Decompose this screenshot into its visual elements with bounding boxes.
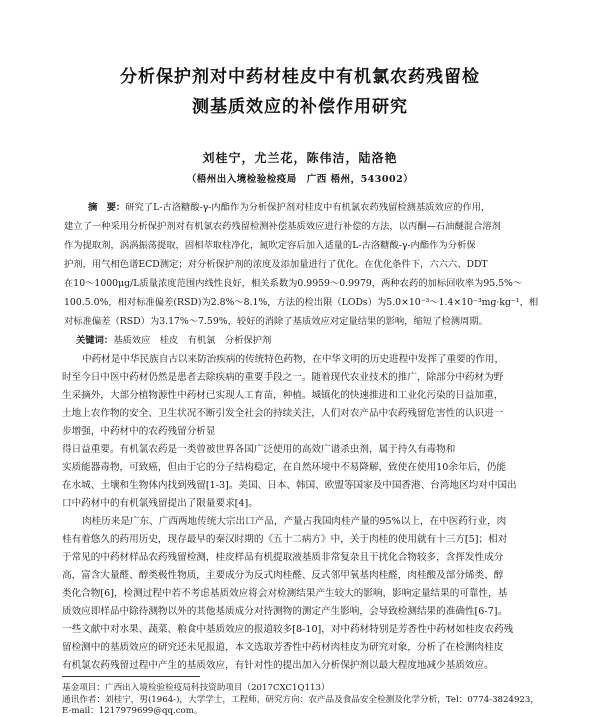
- body-line: 在水城、土壤和生物体内找到残留[1-3]。美国、日本、韩国、欧盟等国家及中国香港、台湾地区均对中国出: [62, 480, 517, 491]
- keywords-label: 关键词：: [76, 335, 114, 346]
- corresponding-author-footnote: 通讯作者：刘桂宁，男(1964-)，大学学士，工程师，研究方向：农产品及食品安全检测及化学分析，Tel：0774-3824923，: [62, 695, 539, 705]
- abstract-line-2: 建立了一种采用分析保护剂对有机氯农药残留检测补偿基质效应进行补偿的方法，以丙酮—石油醚混合溶剂: [64, 221, 501, 232]
- body-line: 步增强，中药材中的农药残留分析显: [62, 426, 216, 437]
- body-line: 实质能器毒物，可致癌，但由于它的分子结构稳定，在自然环境中不易降解，致使在使用10余年后，仍能: [62, 462, 506, 473]
- body-line: 留检测中的基质效应的研究还未见报道，本文选取芳香性中药材肉桂皮为研究对象，分析了在检测肉桂皮: [62, 642, 504, 653]
- body-line: 有机氯农药残留过程中产生的基质效应，有针对性的提出加入分析保护剂以最大程度地减少基质效应。: [62, 660, 494, 671]
- body-line: 得日益重要。有机氯农药是一类曾被世界各国广泛使用的高效广谱杀虫剂，属于持久有毒物和: [62, 444, 456, 455]
- funding-footnote: 基金项目：广西出入境检验检疫局科技资助项目（2017CXC1Q113）: [62, 683, 330, 693]
- body-line: 一些文献中对水果、蔬菜、粮食中基质效应的报道较多[8-10]，对中药材特别是芳香性中药材如桂皮农药残: [62, 624, 514, 635]
- abstract-line-6: 100.5.0%，相对标准偏差(RSD)为2.8%～8.1%，方法的检出限（LODs）为5.0×10⁻³～1.4×10⁻³mg·kg⁻¹，相: [64, 297, 539, 308]
- keywords-line: [64, 332, 540, 346]
- keywords-text: 基质效应 桂皮 有机氯 分析保护剂: [113, 335, 272, 346]
- footnote-divider: [62, 676, 200, 677]
- email-footnote: E-mail：1217979699@qq.com。: [62, 706, 203, 716]
- paper-title-line-1: 分析保护剂对中药材桂皮中有机氯农药残留检: [120, 67, 480, 87]
- body-line: 高，富含大量醛、醇类极性物质，主要成分为反式肉桂醛、反式邻甲氧基肉桂醛，肉桂酸及部分烯类、醇: [62, 570, 504, 581]
- body-line: 口中药材中的有机氯残留提出了限量要求[4]。: [62, 498, 258, 509]
- body-line: 桂有着悠久的药用历史，现存最早的秦汉时期的《五十二病方》中，关于肉桂的使用就有十三方[5]；相对: [62, 534, 508, 545]
- body-line: 时至今日中医中药材仍然是患者去除疾病的重要手段之一。随着现代农业技术的推广，除部分中药材为野: [62, 372, 504, 383]
- abstract-text: 研究了L-古洛糖酸-γ-内酯作为分析保护剂对桂皮中有机氯农药残留检测基质效应的作用，: [125, 202, 491, 213]
- author-list: 刘桂宁，尤兰花，陈伟洁，陆洛艳: [202, 151, 398, 165]
- body-line: 生采摘外，大部分植物源性中药材已实现人工育苗，种植。城镇化的快速推进和工业化污染的日益加重，: [62, 390, 504, 401]
- body-line: 土地上农作物的安全、卫生状况不断引发全社会的持续关注，人们对农产品中农药残留危害性的认识进一: [62, 408, 504, 419]
- body-line: 于常见的中药材样品农药残留检测，桂皮样品有机提取液基质非常复杂且干扰化合物较多，含挥发性成分: [62, 552, 504, 563]
- body-line: 中药材是中华民族自古以来防治疾病的传统特色药物，在中华文明的历史进程中发挥了重要的作用，: [82, 354, 505, 365]
- abstract-line-1: [64, 199, 540, 213]
- abstract-line-3: 作为提取剂，涡涡振荡提取，固相萃取柱净化，氮吹定容后加入适量的L-古洛糖酸-γ-内酯作为分析保: [64, 240, 476, 251]
- paper-title-line-2: 测基质效应的补偿作用研究: [192, 97, 408, 117]
- body-line: 质效应即样品中除待测物以外的其他基质成分对待测物的测定产生影响，会导致检测结果的准确性[6-7]。: [62, 606, 508, 617]
- abstract-line-4: 护剂，用气相色谱ECD测定；对分析保护剂的浓度及添加量进行了优化。在优化条件下，六六六、DDT: [64, 259, 488, 270]
- affiliation: （梧州出入境检验检疫局 广西 梧州，543002）: [186, 174, 414, 185]
- body-line: 肉桂历来是广东、广西两地传统大宗出口产品，产量占我国肉桂产量的95%以上，在中医药行业，肉: [82, 516, 507, 527]
- abstract-line-7: 对标准偏差（RSD）为3.17%～7.59%，较好的消除了基质效应对定量结果的影响，缩短了检测周期。: [64, 316, 488, 327]
- abstract-label: 摘 要：: [88, 202, 126, 213]
- abstract-line-5: 在10～1000μg/L质量浓度范围内线性良好，相关系数为0.9959～0.9979，两种农药的加标回收率为95.5%～: [64, 278, 523, 289]
- body-line: 类化合物[6]，检测过程中若不考虑基质效应将会对检测结果产生较大的影响，影响定量结果的可靠性，基: [62, 588, 508, 599]
